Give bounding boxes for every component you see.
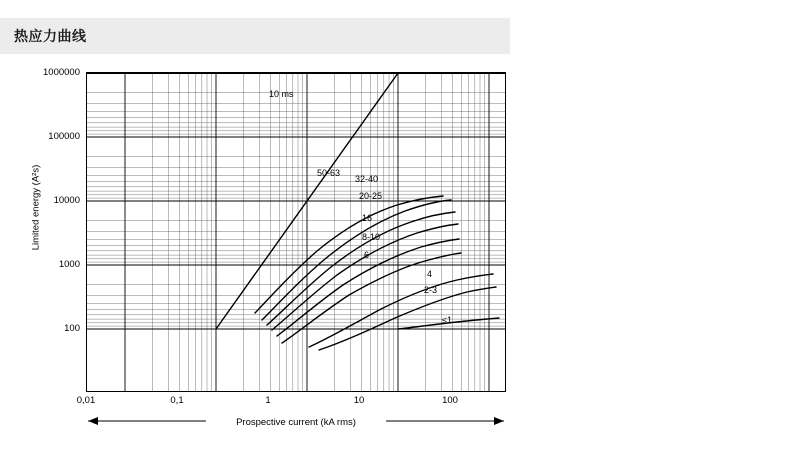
annotation-2-3: 2-3	[424, 285, 438, 295]
annotation-6: 6	[364, 250, 370, 260]
plot-canvas	[86, 72, 506, 392]
y-tick-10000: 10000	[53, 195, 80, 206]
x-tick-10: 10	[353, 395, 365, 406]
curve-4	[309, 274, 493, 347]
page-title: 热应力曲线	[14, 28, 87, 44]
annotation-20-25: 20-25	[359, 191, 383, 201]
annotation-16: 16	[362, 213, 373, 223]
major-gridlines	[87, 73, 505, 391]
y-tick-100: 100	[64, 323, 80, 334]
annotation-8-10: 8-10	[362, 232, 381, 242]
annotation-10ms: 10 ms	[269, 89, 294, 99]
annotation-le1: ≤1	[442, 315, 452, 325]
x-tick-0-01: 0,01	[76, 395, 96, 406]
x-axis-label	[86, 414, 506, 428]
thermal-stress-chart	[14, 62, 544, 432]
annotation-4: 4	[427, 269, 433, 279]
plot-svg	[87, 73, 505, 391]
y-axis-label: Limited energy (A²s)	[30, 164, 42, 251]
y-tick-100000: 100000	[48, 131, 80, 142]
minor-gridlines	[87, 73, 505, 391]
y-tick-1000: 1000	[58, 259, 80, 270]
curves	[216, 73, 499, 350]
x-axis-label-text: Prospective current (kA rms)	[236, 417, 356, 428]
x-tick-0-1: 0,1	[170, 395, 184, 406]
section-header-bar	[0, 18, 510, 54]
x-tick-100: 100	[442, 395, 458, 406]
annotation-32-40: 32-40	[355, 174, 379, 184]
x-tick-1: 1	[265, 395, 271, 406]
y-tick-1000000: 1000000	[43, 67, 80, 78]
annotation-50-63: 50-63	[317, 168, 341, 178]
